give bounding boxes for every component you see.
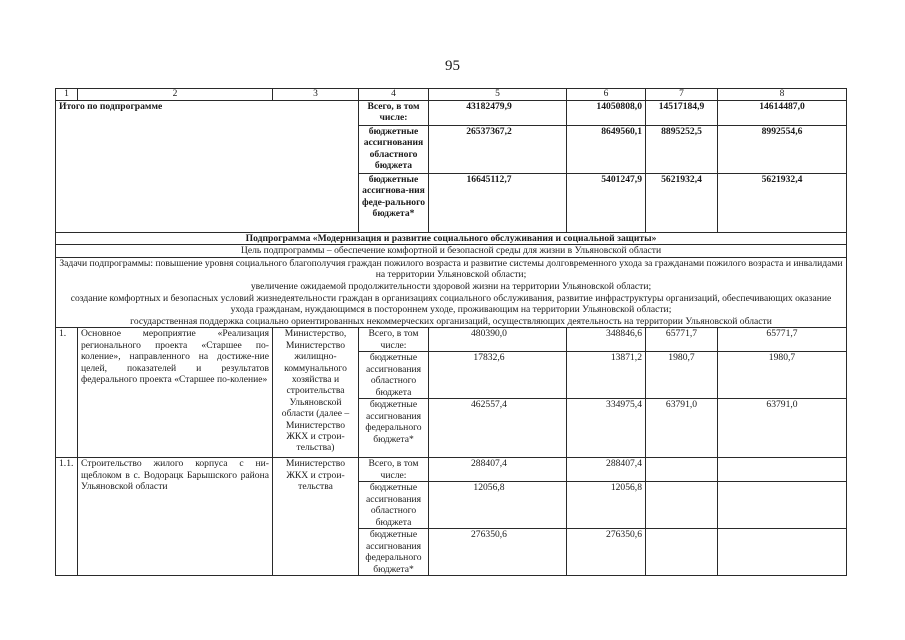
budget-table: [55, 88, 847, 576]
value-cell: 65771,7: [718, 328, 847, 352]
column-number: 6: [567, 89, 646, 101]
value-cell: 462557,4: [429, 399, 567, 458]
value-cell: 5621932,4: [718, 174, 847, 233]
item-row: [56, 328, 847, 352]
item-number: 1.: [56, 328, 78, 458]
funding-type: бюджетные ассигнования областного бюджета: [359, 126, 429, 174]
value-cell: 288407,4: [429, 458, 567, 482]
funding-type: бюджетные ассигнования областного бюджета: [359, 482, 429, 529]
funding-type: бюджетные ассигнова-ния феде-рального бюджета*: [359, 174, 429, 233]
item-row: [56, 458, 847, 482]
value-cell: 14517184,9: [646, 101, 718, 126]
item-name: Основное мероприятие «Реализация регионального проекта «Старшее по-коление», направленного на достиже-ние целей, показателей и результатов федерального проекта «Старшее по-коление»: [78, 328, 273, 458]
value-cell: 8992554,6: [718, 126, 847, 174]
value-cell: 65771,7: [646, 328, 718, 352]
item-number: 1.1.: [56, 458, 78, 576]
value-cell: 480390,0: [429, 328, 567, 352]
task-text: государственная поддержка социально ориентированных некоммерческих организаций, осуществляющих деятельность на территории Ульяновской области: [130, 315, 772, 327]
subprogram-goal-row: [56, 245, 847, 257]
task-text: увеличение ожидаемой продолжительности здоровой жизни на территории Ульяновской области;: [250, 281, 652, 292]
value-cell: 1980,7: [718, 352, 847, 399]
funding-type: бюджетные ассигнования областного бюджета: [359, 352, 429, 399]
funding-type: Всего, в том числе:: [359, 458, 429, 482]
column-number: 1: [56, 89, 78, 101]
page-number: 95: [445, 58, 460, 74]
value-cell: 8895252,5: [646, 126, 718, 174]
value-cell: 5401247,9: [567, 174, 646, 233]
column-number: 4: [359, 89, 429, 101]
value-cell: [646, 529, 718, 576]
value-cell: 43182479,9: [429, 101, 567, 126]
task-text: создание комфортных и безопасных условий жизнедеятельности граждан в организациях социального обслуживания, развитие инфраструктуры организаций, обеспечивающих оказание ухода гражданам, нуждающимся в постороннем уходе, проживающим на территории Ульяновской области;: [70, 292, 832, 316]
value-cell: 14614487,0: [718, 101, 847, 126]
value-cell: 12056,8: [567, 482, 646, 529]
funding-type: Всего, в том числе:: [359, 328, 429, 352]
subprogram-tasks-row: [56, 257, 847, 328]
subprogram-goal: Цель подпрограммы – обеспечение комфортной и безопасной среды для жизни в Ульяновской области: [56, 245, 847, 257]
column-number: 8: [718, 89, 847, 101]
value-cell: 334975,4: [567, 399, 646, 458]
column-number: 5: [429, 89, 567, 101]
item-name: Строительство жилого корпуса с ни-щеблоком в с. Водорацк Барышского района Ульяновской области: [78, 458, 273, 576]
column-number: 7: [646, 89, 718, 101]
value-cell: 5621932,4: [646, 174, 718, 233]
value-cell: [718, 482, 847, 529]
value-cell: 14050808,0: [567, 101, 646, 126]
value-cell: 348846,6: [567, 328, 646, 352]
value-cell: 17832,6: [429, 352, 567, 399]
value-cell: 16645112,7: [429, 174, 567, 233]
value-cell: 63791,0: [646, 399, 718, 458]
value-cell: [718, 529, 847, 576]
value-cell: 8649560,1: [567, 126, 646, 174]
value-cell: [718, 458, 847, 482]
value-cell: 1980,7: [646, 352, 718, 399]
value-cell: 26537367,2: [429, 126, 567, 174]
funding-type: бюджетные ассигнования федерального бюджета*: [359, 529, 429, 576]
value-cell: 12056,8: [429, 482, 567, 529]
item-executor: Министерство, Министерство жилищно-коммунального хозяйства и строительства Ульяновской области (далее – Министерство ЖКХ и строи-тельства): [273, 328, 359, 458]
subprogram-title: Подпрограмма «Модернизация и развитие социального обслуживания и социальной защиты»: [56, 233, 847, 245]
column-number: 2: [78, 89, 273, 101]
value-cell: [646, 458, 718, 482]
value-cell: [646, 482, 718, 529]
total-label: Итого по подпрограмме: [56, 101, 359, 233]
value-cell: 13871,2: [567, 352, 646, 399]
total-row: [56, 101, 847, 126]
funding-type: бюджетные ассигнования федерального бюджета*: [359, 399, 429, 458]
value-cell: 288407,4: [567, 458, 646, 482]
column-number-row: [56, 89, 847, 101]
funding-type: Всего, в том числе:: [359, 101, 429, 126]
value-cell: 63791,0: [718, 399, 847, 458]
item-executor: Министерство ЖКХ и строи-тельства: [273, 458, 359, 576]
column-number: 3: [273, 89, 359, 101]
value-cell: 276350,6: [429, 529, 567, 576]
value-cell: 276350,6: [567, 529, 646, 576]
task-text: Задачи подпрограммы: повышение уровня социального благополучия граждан пожилого возраста и развитие системы долговременного ухода за гражданами пожилого возраста и инвалидами на территории Ульяновской области;: [59, 257, 843, 281]
subprogram-tasks: [56, 257, 847, 328]
subprogram-title-row: [56, 233, 847, 245]
